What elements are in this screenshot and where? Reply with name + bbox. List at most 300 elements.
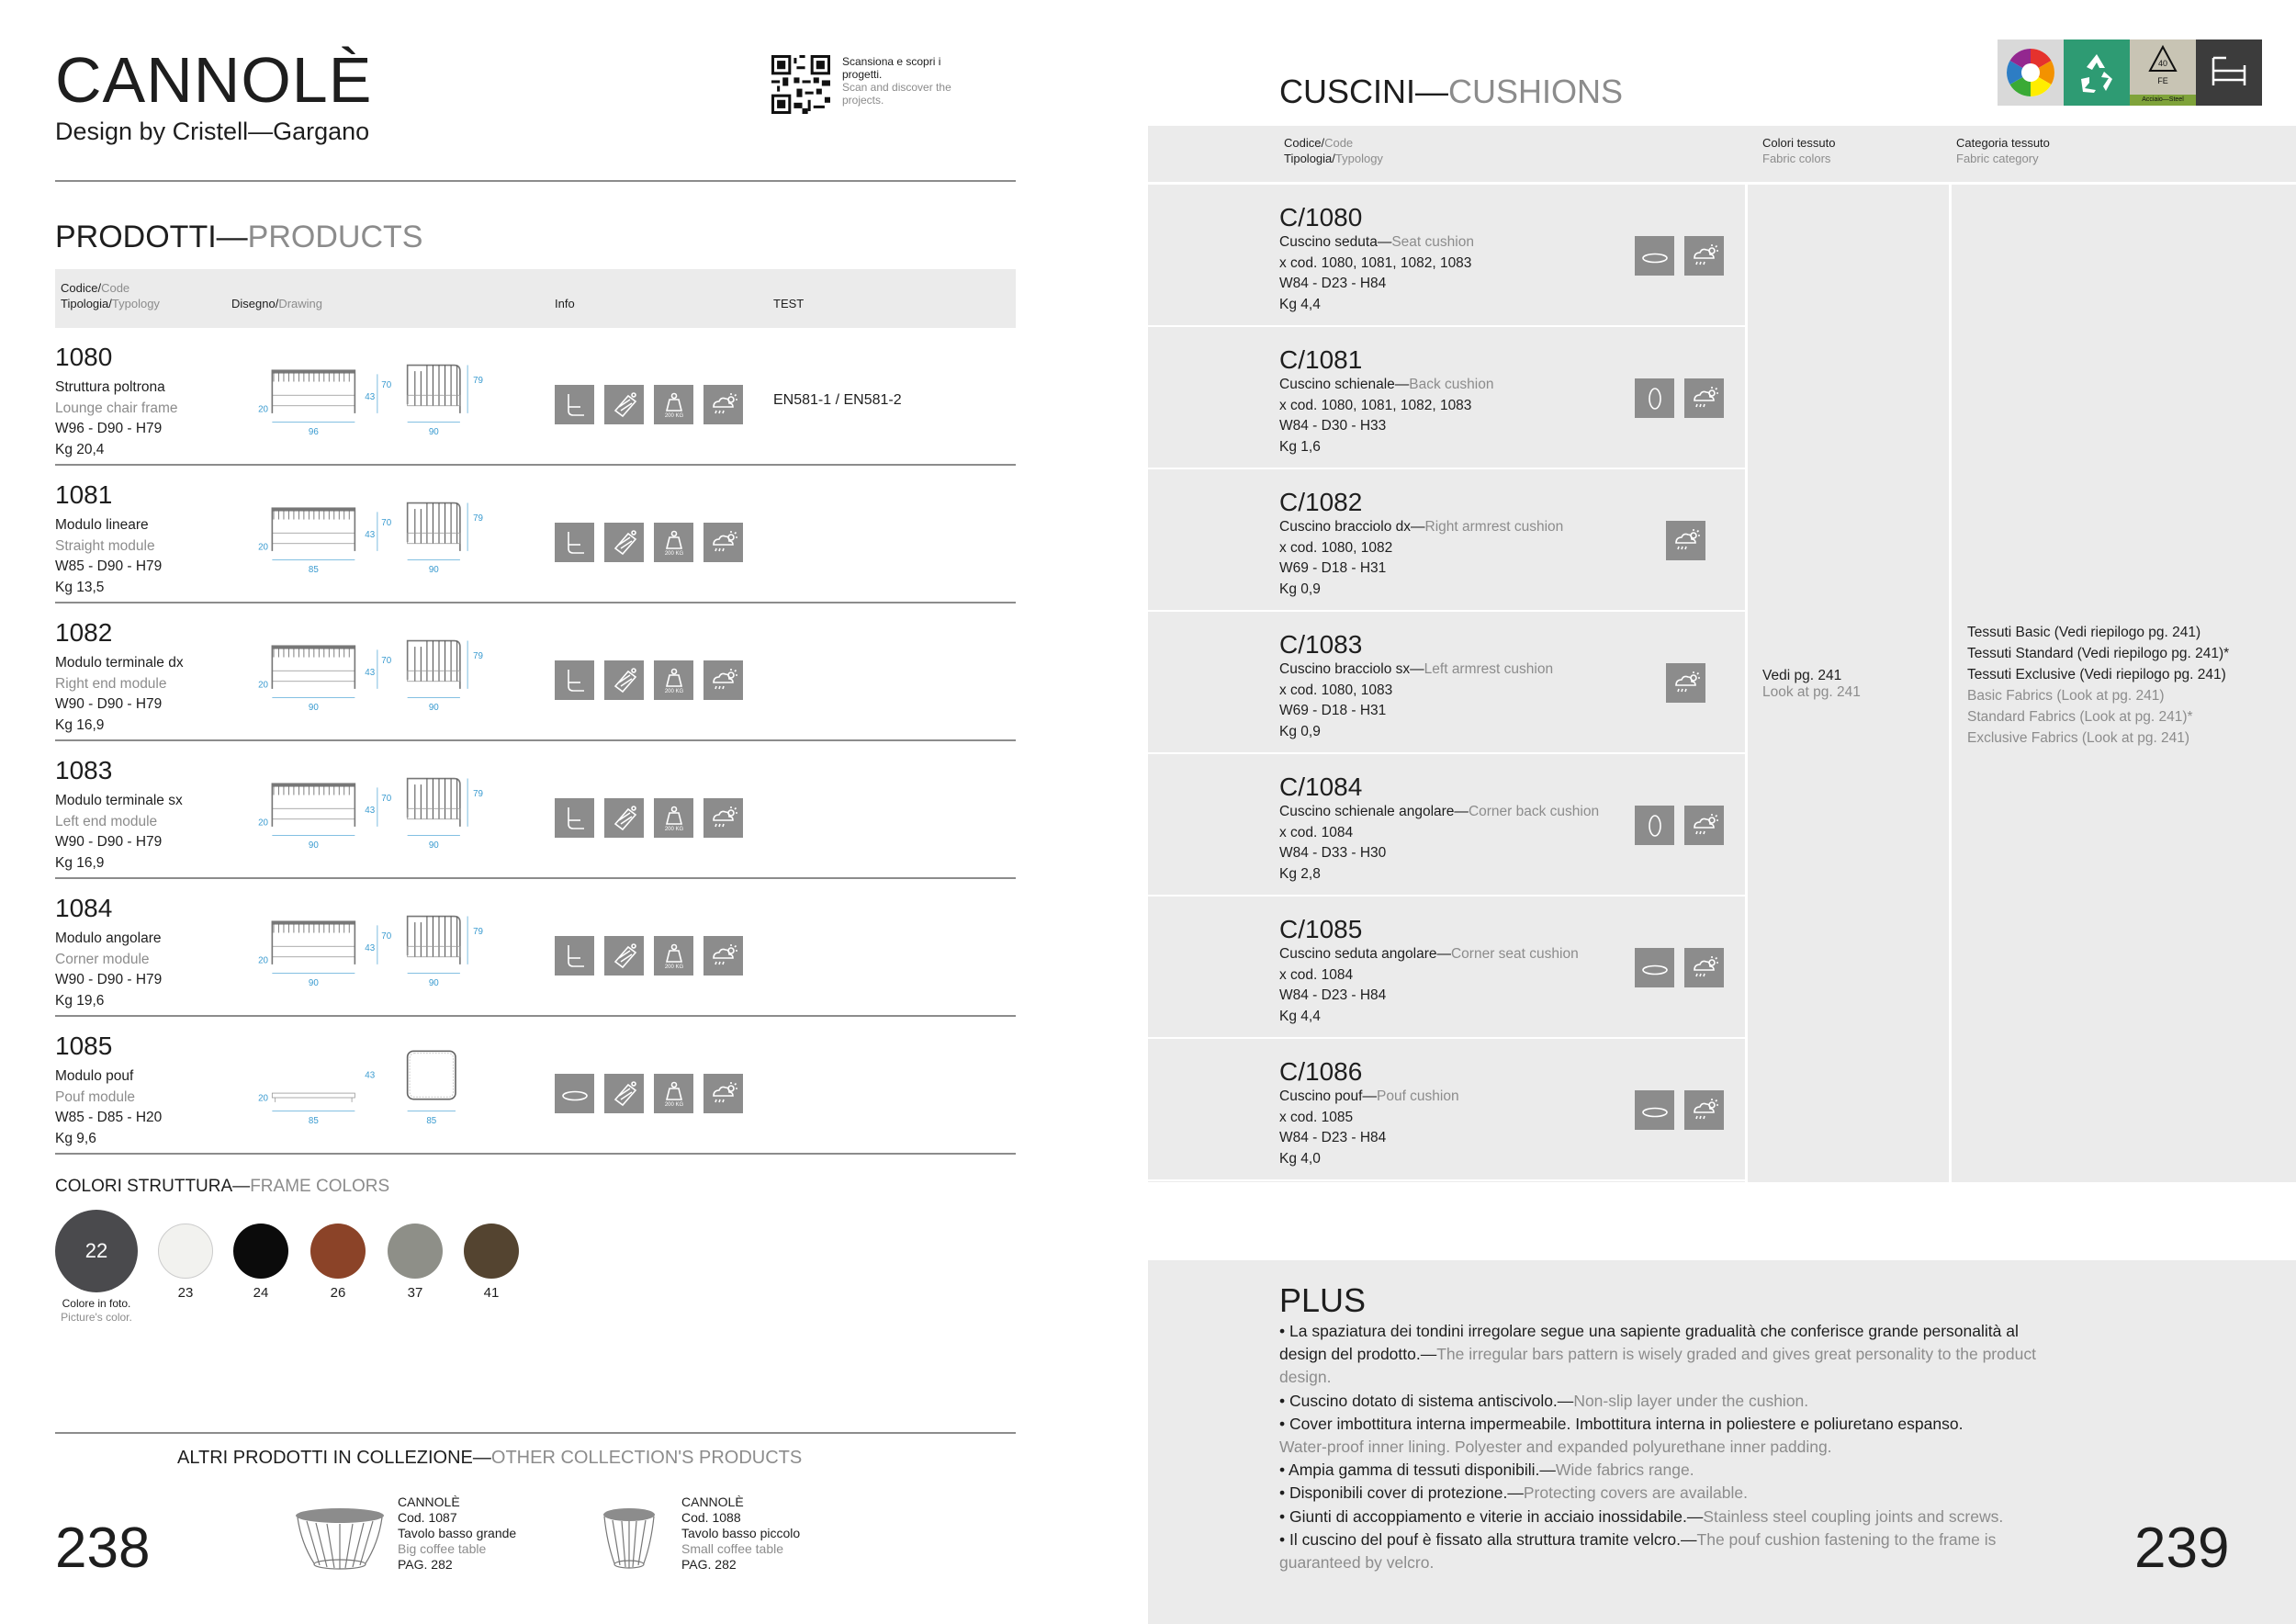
svg-text:90: 90 — [428, 977, 439, 988]
cushion-name-it: Cuscino schienale— — [1279, 377, 1410, 392]
cushion-name-en: Right armrest cushion — [1424, 519, 1564, 535]
plus-feature-it: • Disponibili cover di protezione.— — [1279, 1483, 1524, 1503]
cushion-info — [1279, 517, 1563, 600]
product-info-icons — [555, 385, 743, 424]
plus-feature-it: • Il cuscino del pouf è fissato alla struttura tramite velcro.— — [1279, 1529, 1697, 1549]
fabric-category-item: Tessuti Standard (Vedi riepilogo pg. 241)* — [1967, 646, 2230, 661]
product-row — [55, 741, 1016, 879]
back-icon — [1635, 378, 1674, 418]
product-weight: Kg 16,9 — [55, 854, 105, 871]
svg-text:200 KG: 200 KG — [664, 826, 683, 832]
steel-badge-label: Acciaio—Steel — [2130, 95, 2196, 106]
cushion-code: C/1081 — [1279, 345, 1363, 374]
fabric-category-item: Tessuti Basic (Vedi riepilogo pg. 241) — [1967, 625, 2201, 640]
steel-badge-fe: FE — [2157, 76, 2168, 85]
cushion-name-en: Left armrest cushion — [1424, 661, 1554, 677]
svg-text:200 KG: 200 KG — [664, 1101, 683, 1108]
column-divider — [1745, 184, 1748, 1182]
svg-text:79: 79 — [473, 651, 483, 662]
color-swatch-41[interactable] — [464, 1224, 519, 1279]
other-product-page: PAG. 282 — [681, 1557, 737, 1572]
cushion-name — [1279, 944, 1579, 965]
fabric-category-item: Tessuti Exclusive (Vedi riepilogo pg. 241) — [1967, 667, 2226, 682]
cushion-dimensions: W69 - D18 - H31 — [1279, 703, 1387, 718]
svg-text:90: 90 — [308, 977, 319, 988]
fabric-colors-en: Look at pg. 241 — [1762, 684, 1861, 700]
svg-text:90: 90 — [428, 564, 439, 575]
svg-text:43: 43 — [365, 806, 376, 817]
svg-text:43: 43 — [365, 943, 376, 954]
picture-color-note — [37, 1297, 156, 1325]
swatch-label: 23 — [177, 1285, 194, 1301]
product-drawing — [230, 910, 533, 993]
color-swatch-37[interactable] — [388, 1224, 443, 1279]
weather-icon — [703, 385, 743, 424]
color-wheel-badge — [1998, 39, 2064, 106]
plus-feature — [1279, 1390, 2060, 1413]
picture-color-it: Colore in foto. — [62, 1297, 131, 1310]
product-info — [55, 791, 183, 874]
header-code: Codice/Code Tipologia/Typology — [1284, 136, 1383, 165]
plus-feature-it: • Ampia gamma di tessuti disponibili.— — [1279, 1460, 1556, 1480]
weight-icon — [654, 523, 693, 562]
cushion-code: C/1084 — [1279, 773, 1363, 801]
weather-icon — [703, 660, 743, 700]
product-dimensions: W90 - D90 - H79 — [55, 834, 163, 850]
cushion-name-it: Cuscino bracciolo dx— — [1279, 519, 1425, 535]
cushion-name — [1279, 232, 1474, 254]
seat-icon — [555, 1074, 594, 1113]
svg-text:43: 43 — [365, 392, 376, 403]
product-dimensions: W85 - D90 - H79 — [55, 558, 163, 574]
cushion-row — [1148, 754, 1745, 897]
cushion-row — [1148, 469, 1745, 612]
swatch-label: 37 — [407, 1285, 423, 1301]
cushion-name — [1279, 517, 1563, 538]
seat-icon — [1635, 948, 1674, 987]
product-code: 1082 — [55, 618, 113, 647]
products-title-en: PRODUCTS — [247, 220, 423, 254]
weather-icon — [1666, 663, 1705, 703]
cushion-info — [1279, 660, 1553, 742]
svg-text:20: 20 — [258, 1093, 268, 1104]
seat-icon — [1635, 236, 1674, 276]
page-number-left: 238 — [55, 1517, 151, 1580]
weather-icon — [1684, 378, 1724, 418]
cushion-compat: x cod. 1080, 1083 — [1279, 682, 1393, 698]
svg-text:20: 20 — [258, 404, 268, 415]
svg-text:90: 90 — [428, 702, 439, 713]
products-table-header — [55, 269, 1016, 328]
qr-caption-it: Scansiona e scopri i progetti. — [842, 55, 941, 81]
cushion-info — [1279, 375, 1494, 457]
product-name-en: Right end module — [55, 675, 167, 692]
product-row — [55, 603, 1016, 741]
cushion-dimensions: W84 - D33 - H30 — [1279, 845, 1387, 861]
cushions-table-header — [1148, 126, 2296, 185]
product-name-en: Pouf module — [55, 1088, 136, 1105]
product-name-it: Modulo angolare — [55, 930, 162, 946]
product-drawing — [230, 359, 533, 442]
svg-text:200 KG: 200 KG — [664, 412, 683, 419]
column-divider — [1949, 184, 1952, 1182]
plus-feature — [1279, 1459, 2060, 1482]
header-info: Info — [555, 297, 575, 310]
cushions-section-title — [1279, 75, 1623, 108]
header-drawing: Disegno/Drawing — [231, 297, 322, 310]
product-row — [55, 1017, 1016, 1155]
swatch-label: 24 — [253, 1285, 269, 1301]
cover-icon — [604, 798, 644, 838]
plus-feature-en: Non-slip layer under the cushion. — [1573, 1391, 1809, 1410]
cover-icon — [604, 660, 644, 700]
cushion-row — [1148, 327, 1745, 469]
weight-icon — [654, 660, 693, 700]
cushions-title-en: CUSHIONS — [1448, 73, 1624, 110]
svg-text:70: 70 — [381, 794, 392, 805]
svg-text:79: 79 — [473, 789, 483, 800]
svg-text:43: 43 — [365, 668, 376, 679]
cushion-compat: x cod. 1084 — [1279, 824, 1354, 840]
weather-icon — [1684, 236, 1724, 276]
cushion-name — [1279, 375, 1494, 396]
product-code: 1081 — [55, 480, 113, 509]
cushion-compat: x cod. 1080, 1081, 1082, 1083 — [1279, 397, 1472, 413]
color-swatch-23[interactable] — [158, 1224, 213, 1279]
weight-icon — [654, 385, 693, 424]
product-weight: Kg 9,6 — [55, 1130, 96, 1146]
product-info — [55, 1066, 162, 1149]
fabric-category-list — [1967, 622, 2289, 749]
cushion-name-it: Cuscino bracciolo sx— — [1279, 661, 1424, 677]
product-code: 1085 — [55, 1032, 113, 1060]
designer-credit: Design by Cristell—Gargano — [55, 118, 370, 145]
cushion-name-en: Pouf cushion — [1376, 1088, 1459, 1104]
weight-icon — [654, 936, 693, 976]
cushion-icons — [1635, 1090, 1724, 1130]
steel-recycle-icon — [2130, 39, 2196, 95]
product-name-it: Modulo terminale dx — [55, 655, 184, 671]
products-section-title — [55, 221, 422, 253]
product-name-it: Modulo terminale sx — [55, 793, 183, 808]
product-name-en: Lounge chair frame — [55, 400, 178, 416]
svg-text:85: 85 — [308, 1115, 319, 1126]
product-dimensions: W85 - D85 - H20 — [55, 1110, 163, 1125]
cushion-code: C/1080 — [1279, 203, 1363, 231]
product-dimensions: W90 - D90 - H79 — [55, 972, 163, 987]
brand-title: CANNOLÈ — [55, 44, 373, 116]
product-test-standard: EN581-1 / EN581-2 — [773, 392, 902, 408]
plus-feature — [1279, 1413, 2060, 1459]
cushion-info — [1279, 944, 1579, 1027]
other-product-2[interactable] — [681, 1494, 800, 1573]
svg-text:79: 79 — [473, 513, 483, 524]
cover-icon — [604, 385, 644, 424]
svg-text:43: 43 — [365, 530, 376, 541]
frame-colors-en: FRAME COLORS — [250, 1177, 390, 1196]
plus-feature — [1279, 1528, 2060, 1574]
plus-feature-it: • Cuscino dotato di sistema antiscivolo.— — [1279, 1391, 1574, 1410]
cushion-row — [1148, 1039, 1745, 1181]
product-row — [55, 466, 1016, 603]
svg-text:90: 90 — [308, 702, 319, 713]
big-coffee-table-thumbnail[interactable] — [294, 1506, 386, 1571]
plus-feature — [1279, 1506, 2060, 1528]
cushion-code: C/1082 — [1279, 488, 1363, 516]
cushion-compat: x cod. 1080, 1081, 1082, 1083 — [1279, 254, 1472, 271]
cushion-weight: Kg 0,9 — [1279, 723, 1321, 739]
cushion-name-it: Cuscino seduta angolare— — [1279, 946, 1451, 962]
plus-feature-en: The irregular bars pattern is wisely graded and gives great personality to the product design. — [1279, 1345, 2036, 1387]
svg-text:20: 20 — [258, 680, 268, 691]
product-name-it: Modulo lineare — [55, 517, 149, 533]
product-weight: Kg 13,5 — [55, 579, 105, 595]
product-name-it: Struttura poltrona — [55, 379, 165, 395]
cushion-icons — [1635, 236, 1724, 276]
other-product-en: Big coffee table — [398, 1541, 487, 1556]
svg-text:20: 20 — [258, 818, 268, 829]
header-fabric-colors: Colori tessuto Fabric colors — [1762, 136, 1836, 165]
cover-icon — [604, 523, 644, 562]
cushion-dimensions: W84 - D23 - H84 — [1279, 276, 1387, 291]
cushion-compat: x cod. 1084 — [1279, 966, 1354, 983]
furniture-badge — [2196, 39, 2262, 106]
weather-icon — [703, 798, 743, 838]
product-weight: Kg 16,9 — [55, 716, 105, 733]
product-code: 1083 — [55, 756, 113, 784]
product-dimensions: W96 - D90 - H79 — [55, 421, 163, 436]
cushion-code: C/1085 — [1279, 915, 1363, 943]
back-icon — [1635, 806, 1674, 845]
plus-feature-en: The pouf cushion fastening to the frame is guaranteed by velcro. — [1279, 1529, 1997, 1573]
cushion-name-it: Cuscino schienale angolare— — [1279, 804, 1469, 819]
cushion-compat: x cod. 1080, 1082 — [1279, 539, 1393, 556]
chair-icon — [555, 385, 594, 424]
product-row — [55, 328, 1016, 466]
other-product-code: Cod. 1088 — [681, 1510, 741, 1525]
svg-text:70: 70 — [381, 518, 392, 529]
svg-text:43: 43 — [365, 1070, 376, 1081]
svg-text:85: 85 — [308, 564, 319, 575]
plus-feature-en: Protecting covers are available. — [1523, 1483, 1748, 1503]
product-name-it: Modulo pouf — [55, 1068, 134, 1084]
header-fabric-category: Categoria tessuto Fabric category — [1956, 136, 2050, 165]
frame-colors-title — [55, 1177, 389, 1197]
cushion-name-en: Seat cushion — [1391, 234, 1474, 250]
other-product-en: Small coffee table — [681, 1541, 784, 1556]
svg-text:20: 20 — [258, 955, 268, 966]
product-dimensions: W90 - D90 - H79 — [55, 696, 163, 712]
plus-feature-en: Stainless steel coupling joints and screws. — [1703, 1506, 2004, 1526]
plus-features — [1279, 1320, 2060, 1574]
cushion-weight: Kg 4,0 — [1279, 1150, 1321, 1167]
chair-icon — [555, 660, 594, 700]
cushions-title-it: CUSCINI— — [1279, 73, 1449, 110]
frame-colors-it: COLORI STRUTTURA— — [55, 1177, 251, 1196]
cushion-row — [1148, 185, 1745, 327]
small-coffee-table-thumbnail[interactable] — [602, 1506, 657, 1571]
product-name-en: Left end module — [55, 813, 158, 829]
product-drawing — [230, 773, 533, 855]
cushion-name-en: Back cushion — [1409, 377, 1494, 392]
qr-caption — [842, 55, 952, 107]
cushion-row — [1148, 612, 1745, 754]
other-products-en: OTHER COLLECTION'S PRODUCTS — [490, 1448, 803, 1468]
cushion-weight: Kg 0,9 — [1279, 581, 1321, 597]
cushion-row — [1148, 897, 1745, 1039]
svg-text:70: 70 — [381, 656, 392, 667]
cushion-name-en: Corner back cushion — [1468, 804, 1600, 819]
product-drawing — [230, 635, 533, 717]
cushion-weight: Kg 4,4 — [1279, 296, 1321, 312]
cushion-dimensions: W84 - D30 - H33 — [1279, 418, 1387, 434]
chair-icon — [555, 798, 594, 838]
plus-feature-it: • Giunti di accoppiamento e viterie in acciaio inossidabile.— — [1279, 1506, 1704, 1526]
svg-text:79: 79 — [473, 927, 483, 938]
steel-badge-number: 40 — [2157, 59, 2168, 68]
color-swatch-22[interactable] — [55, 1210, 138, 1292]
svg-text:79: 79 — [473, 376, 483, 387]
other-product-it: Tavolo basso piccolo — [681, 1526, 801, 1540]
cushion-name-en: Corner seat cushion — [1450, 946, 1579, 962]
cover-icon — [604, 936, 644, 976]
svg-text:20: 20 — [258, 542, 268, 553]
fabric-category-item: Basic Fabrics (Look at pg. 241) — [1967, 688, 2165, 704]
seat-icon — [1635, 1090, 1674, 1130]
product-info-icons — [555, 798, 743, 838]
product-info — [55, 378, 178, 460]
product-weight: Kg 19,6 — [55, 992, 105, 1009]
cushion-info — [1279, 1087, 1459, 1169]
other-product-1[interactable] — [398, 1494, 516, 1573]
cushion-weight: Kg 2,8 — [1279, 865, 1321, 882]
chair-icon — [555, 936, 594, 976]
cushion-icons — [1635, 378, 1724, 418]
color-swatch-24[interactable] — [233, 1224, 288, 1279]
recycle-icon — [2074, 50, 2120, 96]
fabric-colors-reference — [1762, 668, 1861, 701]
svg-text:200 KG: 200 KG — [664, 688, 683, 694]
cushion-info — [1279, 232, 1474, 315]
cushion-icons — [1635, 806, 1724, 845]
svg-text:96: 96 — [308, 426, 319, 437]
cushion-dimensions: W84 - D23 - H84 — [1279, 987, 1387, 1003]
product-drawing — [230, 497, 533, 580]
other-product-it: Tavolo basso grande — [398, 1526, 517, 1540]
weather-icon — [1666, 521, 1705, 560]
plus-feature-it: • La spaziatura dei tondini irregolare segue una sapiente gradualità che conferisce grande personalità al design del prodotto.— — [1279, 1322, 2019, 1364]
swatch-code: 22 — [84, 1239, 108, 1262]
product-info-icons — [555, 936, 743, 976]
weather-icon — [703, 523, 743, 562]
fabric-category-item: Exclusive Fabrics (Look at pg. 241) — [1967, 730, 2190, 746]
cover-icon — [604, 1074, 644, 1113]
svg-text:90: 90 — [428, 426, 439, 437]
qr-caption-en: Scan and discover the projects. — [842, 81, 951, 107]
other-products-title — [177, 1448, 802, 1469]
plus-feature-en: Water-proof inner lining. Polyester and expanded polyurethane inner padding. — [1279, 1438, 1832, 1457]
svg-text:70: 70 — [381, 931, 392, 942]
recycle-badge — [2064, 39, 2130, 106]
product-info-icons — [555, 660, 743, 700]
product-name-en: Corner module — [55, 951, 150, 967]
product-code: 1080 — [55, 343, 113, 371]
color-wheel-icon — [2005, 47, 2056, 98]
weather-icon — [1684, 948, 1724, 987]
weather-icon — [703, 936, 743, 976]
plus-feature-it: • Cover imbottitura interna impermeabile. Imbottitura interna in poliestere e poliuretano espanso. — [1279, 1414, 1964, 1433]
header-code: Codice/Code Tipologia/Typology — [61, 281, 160, 310]
steel-badge — [2130, 39, 2196, 106]
other-products-it: ALTRI PRODOTTI IN COLLEZIONE— — [177, 1448, 491, 1468]
divider — [55, 1432, 1016, 1434]
product-info — [55, 515, 162, 598]
weight-icon — [654, 798, 693, 838]
weather-icon — [703, 1074, 743, 1113]
product-info — [55, 929, 162, 1011]
product-code: 1084 — [55, 894, 113, 922]
cushion-compat: x cod. 1085 — [1279, 1109, 1354, 1125]
plus-feature — [1279, 1482, 2060, 1505]
weather-icon — [1684, 1090, 1724, 1130]
product-info-icons — [555, 523, 743, 562]
product-row — [55, 879, 1016, 1017]
cushion-weight: Kg 1,6 — [1279, 438, 1321, 455]
qr-code[interactable] — [771, 55, 830, 114]
divider — [55, 180, 1016, 182]
product-info — [55, 653, 184, 736]
header-test: TEST — [773, 297, 805, 310]
page-number-right: 239 — [2134, 1517, 2230, 1580]
products-title-it: PRODOTTI— — [55, 220, 248, 254]
svg-text:70: 70 — [381, 380, 392, 391]
cushion-dimensions: W69 - D18 - H31 — [1279, 560, 1387, 576]
swatch-label: 41 — [483, 1285, 500, 1301]
other-product-page: PAG. 282 — [398, 1557, 453, 1572]
plus-title: PLUS — [1279, 1281, 1367, 1319]
svg-text:90: 90 — [308, 840, 319, 851]
svg-text:200 KG: 200 KG — [664, 550, 683, 557]
product-weight: Kg 20,4 — [55, 441, 105, 457]
product-name-en: Straight module — [55, 537, 155, 554]
other-product-code: Cod. 1087 — [398, 1510, 457, 1525]
picture-color-en: Picture's color. — [61, 1311, 132, 1324]
cushion-name-it: Cuscino seduta— — [1279, 234, 1392, 250]
cushion-dimensions: W84 - D23 - H84 — [1279, 1130, 1387, 1145]
cushion-name — [1279, 802, 1599, 823]
cushion-weight: Kg 4,4 — [1279, 1008, 1321, 1024]
cushion-info — [1279, 802, 1599, 885]
sofa-icon — [2208, 54, 2250, 91]
cushion-code: C/1086 — [1279, 1057, 1363, 1086]
plus-feature-en: Wide fabrics range. — [1555, 1460, 1694, 1480]
svg-text:90: 90 — [428, 840, 439, 851]
color-swatch-26[interactable] — [310, 1224, 366, 1279]
cushion-icons — [1635, 948, 1724, 987]
other-product-name: CANNOLÈ — [398, 1494, 460, 1509]
svg-text:85: 85 — [426, 1115, 437, 1126]
svg-text:200 KG: 200 KG — [664, 964, 683, 970]
cushion-code: C/1083 — [1279, 630, 1363, 659]
chair-icon — [555, 523, 594, 562]
cushion-name — [1279, 660, 1553, 681]
plus-feature — [1279, 1320, 2060, 1390]
weight-icon — [654, 1074, 693, 1113]
product-info-icons — [555, 1074, 743, 1113]
swatch-label: 26 — [330, 1285, 346, 1301]
cushion-name-it: Cuscino pouf— — [1279, 1088, 1377, 1104]
weather-icon — [1684, 806, 1724, 845]
